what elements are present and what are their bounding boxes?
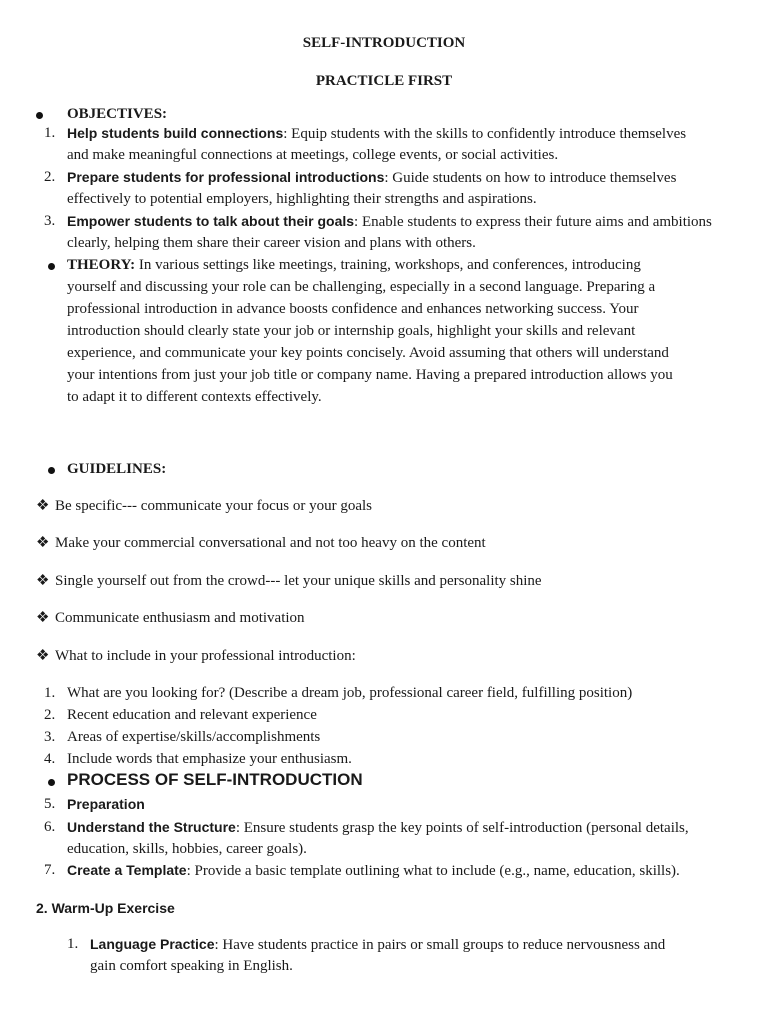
warmup-text: : Have students practice in pairs or small groups to reduce nervousness and (214, 937, 666, 953)
process-title: Create a Template (67, 862, 187, 878)
objective-text: : Guide students on how to introduce themselves (384, 170, 677, 186)
objective-item-3 (67, 210, 712, 233)
guideline-item: Make your commercial conversational and not too heavy on the content (55, 535, 486, 551)
guideline-item: Be specific--- communicate your focus or your goals (55, 498, 372, 514)
objective-number: 3. (44, 213, 56, 229)
objectives-heading: OBJECTIVES: (67, 106, 168, 122)
include-item: Include words that emphasize your enthusiasm. (67, 751, 352, 767)
theory-line: introduction should clearly state your job or internship goals, highlight your skills and relevant (67, 323, 636, 339)
process-number: 6. (44, 819, 56, 835)
page-title: SELF-INTRODUCTION (302, 35, 466, 51)
objective-title: Help students build connections (67, 125, 284, 141)
warmup-item (90, 933, 665, 956)
include-number: 4. (44, 751, 56, 767)
bullet-icon (48, 779, 55, 786)
objective-text-line2: clearly, helping them share their career vision and plans with others. (67, 235, 476, 251)
guideline-item: What to include in your professional introduction: (55, 648, 356, 664)
include-number: 3. (44, 729, 56, 745)
diamond-bullet-icon: ❖ (36, 573, 50, 589)
theory-line: experience, and communicate your key points concisely. Avoid assuming that others will understand (67, 345, 669, 361)
diamond-bullet-icon: ❖ (36, 610, 50, 626)
objective-title: Prepare students for professional introductions (67, 169, 385, 185)
process-number: 7. (44, 862, 56, 878)
objective-item-1 (67, 122, 686, 145)
process-title: Understand the Structure (67, 819, 236, 835)
bullet-icon (48, 467, 55, 474)
objective-text: : Enable students to express their future aims and ambitions (354, 214, 712, 230)
include-item: Recent education and relevant experience (67, 707, 317, 723)
objective-item-2 (67, 166, 676, 189)
warmup-title: Language Practice (90, 936, 215, 952)
objective-number: 1. (44, 125, 56, 141)
process-text: : Provide a basic template outlining what to include (e.g., name, education, skills). (186, 863, 680, 879)
process-number: 5. (44, 796, 56, 812)
guideline-item: Communicate enthusiasm and motivation (55, 610, 305, 626)
diamond-bullet-icon: ❖ (36, 648, 50, 664)
warmup-heading: 2. Warm-Up Exercise (36, 900, 175, 916)
theory-line: yourself and discussing your role can be challenging, especially in a second language. Preparing a (67, 279, 656, 295)
objective-number: 2. (44, 169, 56, 185)
include-number: 2. (44, 707, 56, 723)
bullet-icon (48, 263, 55, 270)
page-subtitle: PRACTICLE FIRST (315, 73, 453, 89)
process-item-preparation (67, 793, 145, 816)
theory-heading: THEORY: (67, 257, 136, 273)
guideline-item: Single yourself out from the crowd--- let your unique skills and personality shine (55, 573, 542, 589)
process-text-line2: education, skills, hobbies, career goals). (67, 841, 307, 857)
include-item: What are you looking for? (Describe a dream job, professional career field, fulfilling position) (67, 685, 633, 701)
warmup-number: 1. (67, 936, 79, 952)
objective-text-line2: and make meaningful connections at meetings, college events, or social activities. (67, 147, 559, 163)
theory-line: your intentions from just your job title or company name. Having a prepared introduction allows you (67, 367, 673, 383)
process-title: Preparation (67, 796, 145, 812)
objective-text-line2: effectively to potential employers, highlighting their strengths and aspirations. (67, 191, 537, 207)
theory-line: to adapt it to different contexts effectively. (67, 389, 322, 405)
bullet-icon (36, 112, 43, 119)
diamond-bullet-icon: ❖ (36, 535, 50, 551)
include-item: Areas of expertise/skills/accomplishments (67, 729, 321, 745)
diamond-bullet-icon: ❖ (36, 498, 50, 514)
warmup-text-line2: gain comfort speaking in English. (90, 958, 293, 974)
include-number: 1. (44, 685, 56, 701)
process-item-structure (67, 816, 689, 839)
objective-title: Empower students to talk about their goals (67, 213, 355, 229)
guidelines-heading: GUIDELINES: (67, 461, 167, 477)
theory-text: In various settings like meetings, training, workshops, and conferences, introducing (135, 257, 641, 273)
process-text: : Ensure students grasp the key points of self-introduction (personal details, (235, 820, 689, 836)
theory-line: professional introduction in advance boosts confidence and enhances networking success. Your (67, 301, 639, 317)
process-item-template (67, 859, 680, 882)
process-heading: PROCESS OF SELF-INTRODUCTION (67, 770, 363, 789)
theory-line-1 (67, 254, 641, 276)
objective-text: : Equip students with the skills to confidently introduce themselves (283, 126, 687, 142)
